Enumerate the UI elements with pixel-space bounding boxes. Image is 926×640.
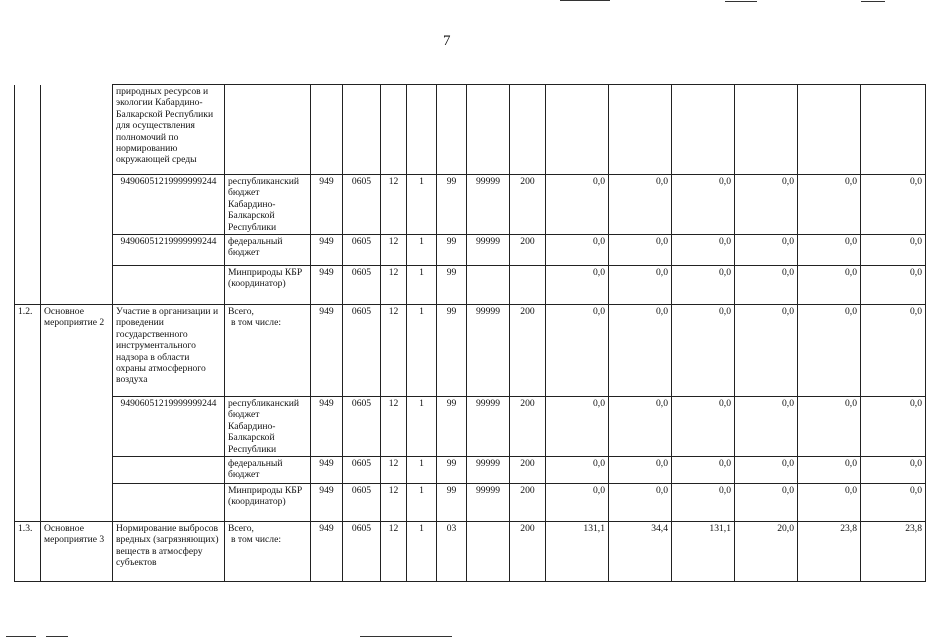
om-cell: 99 xyxy=(437,305,467,397)
value-cell: 0,0 xyxy=(735,484,798,522)
value-cell: 23,8 xyxy=(798,522,861,582)
value-cell: 0,0 xyxy=(672,397,735,457)
value-cell: 0,0 xyxy=(861,305,926,397)
rzpr-cell: 0605 xyxy=(343,397,381,457)
csr-cell: 99999 xyxy=(467,305,510,397)
gp-cell: 12 xyxy=(381,457,407,484)
pgp-cell: 1 xyxy=(407,457,437,484)
value-cell: 23,8 xyxy=(861,522,926,582)
value-cell: 0,0 xyxy=(609,305,672,397)
om-cell: 99 xyxy=(437,175,467,235)
table-row xyxy=(15,85,926,175)
funding-source-cell: Минприроды КБР (координатор) xyxy=(225,484,311,522)
value-cell: 0,0 xyxy=(861,266,926,305)
grbs-cell: 949 xyxy=(311,522,343,582)
grbs-cell: 949 xyxy=(311,235,343,266)
value-cell: 0,0 xyxy=(798,457,861,484)
value-cell: 0,0 xyxy=(735,305,798,397)
pgp-cell: 1 xyxy=(407,522,437,582)
budget-code-cell: 94906051219999999244 xyxy=(113,175,225,235)
om-cell: 99 xyxy=(437,484,467,522)
value-cell: 0,0 xyxy=(672,235,735,266)
value-cell: 0,0 xyxy=(672,266,735,305)
description-cell: природных ресурсов и экологии Кабардино-Балкарской Республики для осуществления полномочий по нормированию окружающей среды xyxy=(113,85,225,175)
scan-mark xyxy=(725,1,757,2)
grbs-cell: 949 xyxy=(311,484,343,522)
csr-cell: 99999 xyxy=(467,457,510,484)
table-row xyxy=(15,305,926,397)
grbs-cell: 949 xyxy=(311,175,343,235)
value-cell: 34,4 xyxy=(609,522,672,582)
table-row xyxy=(15,522,926,582)
funding-source-cell: федеральный бюджет xyxy=(225,457,311,484)
funding-source-cell: республиканский бюджет Кабардино-Балкарской Республики xyxy=(225,397,311,457)
pgp-cell: 1 xyxy=(407,305,437,397)
value-cell: 0,0 xyxy=(798,235,861,266)
gp-cell: 12 xyxy=(381,266,407,305)
num-cell xyxy=(15,85,41,175)
description-cell: Нормирование выбросов вредных (загрязняющих) веществ в атмосферу субъектов xyxy=(113,522,225,582)
vr-cell: 200 xyxy=(510,235,546,266)
value-cell: 0,0 xyxy=(546,235,609,266)
table-row xyxy=(15,175,926,235)
vr-cell: 200 xyxy=(510,175,546,235)
vr-cell: 200 xyxy=(510,522,546,582)
value-cell: 0,0 xyxy=(735,457,798,484)
value-cell: 0,0 xyxy=(609,175,672,235)
rzpr-cell: 0605 xyxy=(343,457,381,484)
gp-cell: 12 xyxy=(381,305,407,397)
scan-mark xyxy=(46,636,68,637)
value-cell: 0,0 xyxy=(861,397,926,457)
value-cell: 0,0 xyxy=(735,235,798,266)
gp-cell: 12 xyxy=(381,522,407,582)
scan-mark xyxy=(560,0,610,1)
value-cell: 0,0 xyxy=(546,266,609,305)
om-cell: 99 xyxy=(437,235,467,266)
gp-cell: 12 xyxy=(381,397,407,457)
funding-source-cell: Минприроды КБР (координатор) xyxy=(225,266,311,305)
grbs-cell: 949 xyxy=(311,457,343,484)
value-cell: 0,0 xyxy=(609,266,672,305)
vr-cell: 200 xyxy=(510,457,546,484)
csr-cell: 99999 xyxy=(467,484,510,522)
value-cell: 0,0 xyxy=(672,305,735,397)
value-cell: 20,0 xyxy=(735,522,798,582)
rzpr-cell: 0605 xyxy=(343,305,381,397)
value-cell: 131,1 xyxy=(546,522,609,582)
om-cell: 03 xyxy=(437,522,467,582)
table-row xyxy=(15,484,926,522)
funding-source-cell xyxy=(225,305,311,397)
gp-cell: 12 xyxy=(381,235,407,266)
vr-cell: 200 xyxy=(510,397,546,457)
funding-source-cell xyxy=(225,522,311,582)
value-cell: 0,0 xyxy=(546,175,609,235)
page-number: 7 xyxy=(443,33,451,49)
value-cell: 0,0 xyxy=(735,266,798,305)
value-cell: 0,0 xyxy=(861,175,926,235)
status-cell: Основное мероприятие 3 xyxy=(41,522,113,582)
scan-mark xyxy=(360,636,452,637)
value-cell: 0,0 xyxy=(546,397,609,457)
value-cell: 0,0 xyxy=(861,457,926,484)
value-cell: 0,0 xyxy=(861,484,926,522)
om-cell: 99 xyxy=(437,397,467,457)
pgp-cell: 1 xyxy=(407,235,437,266)
value-cell: 0,0 xyxy=(735,175,798,235)
value-cell: 0,0 xyxy=(798,175,861,235)
om-cell: 99 xyxy=(437,266,467,305)
rzpr-cell: 0605 xyxy=(343,522,381,582)
grbs-cell: 949 xyxy=(311,266,343,305)
rzpr-cell: 0605 xyxy=(343,175,381,235)
value-cell: 0,0 xyxy=(672,484,735,522)
description-cell: Участие в организации и проведении государственного инструментального надзора в области охраны атмосферного воздуха xyxy=(113,305,225,397)
budget-code-cell: 94906051219999999244 xyxy=(113,235,225,266)
value-cell: 0,0 xyxy=(546,457,609,484)
budget-table xyxy=(14,84,926,582)
pgp-cell: 1 xyxy=(407,484,437,522)
value-cell: 0,0 xyxy=(609,457,672,484)
value-cell: 0,0 xyxy=(546,484,609,522)
table-row xyxy=(15,235,926,266)
rzpr-cell: 0605 xyxy=(343,484,381,522)
funding-source-cell: республиканский бюджет Кабардино-Балкарской Республики xyxy=(225,175,311,235)
status-cell xyxy=(41,85,113,175)
num-cell: 1.2. xyxy=(15,305,41,397)
value-cell: 0,0 xyxy=(672,457,735,484)
csr-cell: 99999 xyxy=(467,397,510,457)
csr-cell: 99999 xyxy=(467,175,510,235)
value-cell: 0,0 xyxy=(609,235,672,266)
value-cell: 0,0 xyxy=(672,175,735,235)
status-cell: Основное мероприятие 2 xyxy=(41,305,113,397)
grbs-cell: 949 xyxy=(311,397,343,457)
csr-cell: 99999 xyxy=(467,235,510,266)
grbs-cell: 949 xyxy=(311,305,343,397)
value-cell: 0,0 xyxy=(798,266,861,305)
table-row xyxy=(15,266,926,305)
table-row xyxy=(15,457,926,484)
value-cell: 0,0 xyxy=(798,397,861,457)
om-cell: 99 xyxy=(437,457,467,484)
budget-code-cell: 94906051219999999244 xyxy=(113,397,225,457)
rzpr-cell: 0605 xyxy=(343,266,381,305)
scan-mark xyxy=(861,1,885,2)
rzpr-cell: 0605 xyxy=(343,235,381,266)
value-cell: 0,0 xyxy=(609,484,672,522)
pgp-cell: 1 xyxy=(407,175,437,235)
vr-cell: 200 xyxy=(510,305,546,397)
source-total-label: Всего, xyxy=(228,306,254,318)
value-cell: 0,0 xyxy=(798,484,861,522)
gp-cell: 12 xyxy=(381,484,407,522)
pgp-cell: 1 xyxy=(407,266,437,305)
source-total-label: Всего, xyxy=(228,523,254,535)
value-cell: 131,1 xyxy=(672,522,735,582)
source-sub-label: в том числе: xyxy=(231,317,282,329)
value-cell: 0,0 xyxy=(861,235,926,266)
pgp-cell: 1 xyxy=(407,397,437,457)
value-cell: 0,0 xyxy=(546,305,609,397)
num-cell: 1.3. xyxy=(15,522,41,582)
vr-cell: 200 xyxy=(510,484,546,522)
value-cell: 0,0 xyxy=(798,305,861,397)
value-cell: 0,0 xyxy=(735,397,798,457)
funding-source-cell: федеральный бюджет xyxy=(225,235,311,266)
scan-mark xyxy=(6,636,36,637)
value-cell: 0,0 xyxy=(609,397,672,457)
gp-cell: 12 xyxy=(381,175,407,235)
table-row xyxy=(15,397,926,457)
source-sub-label: в том числе: xyxy=(231,534,282,546)
